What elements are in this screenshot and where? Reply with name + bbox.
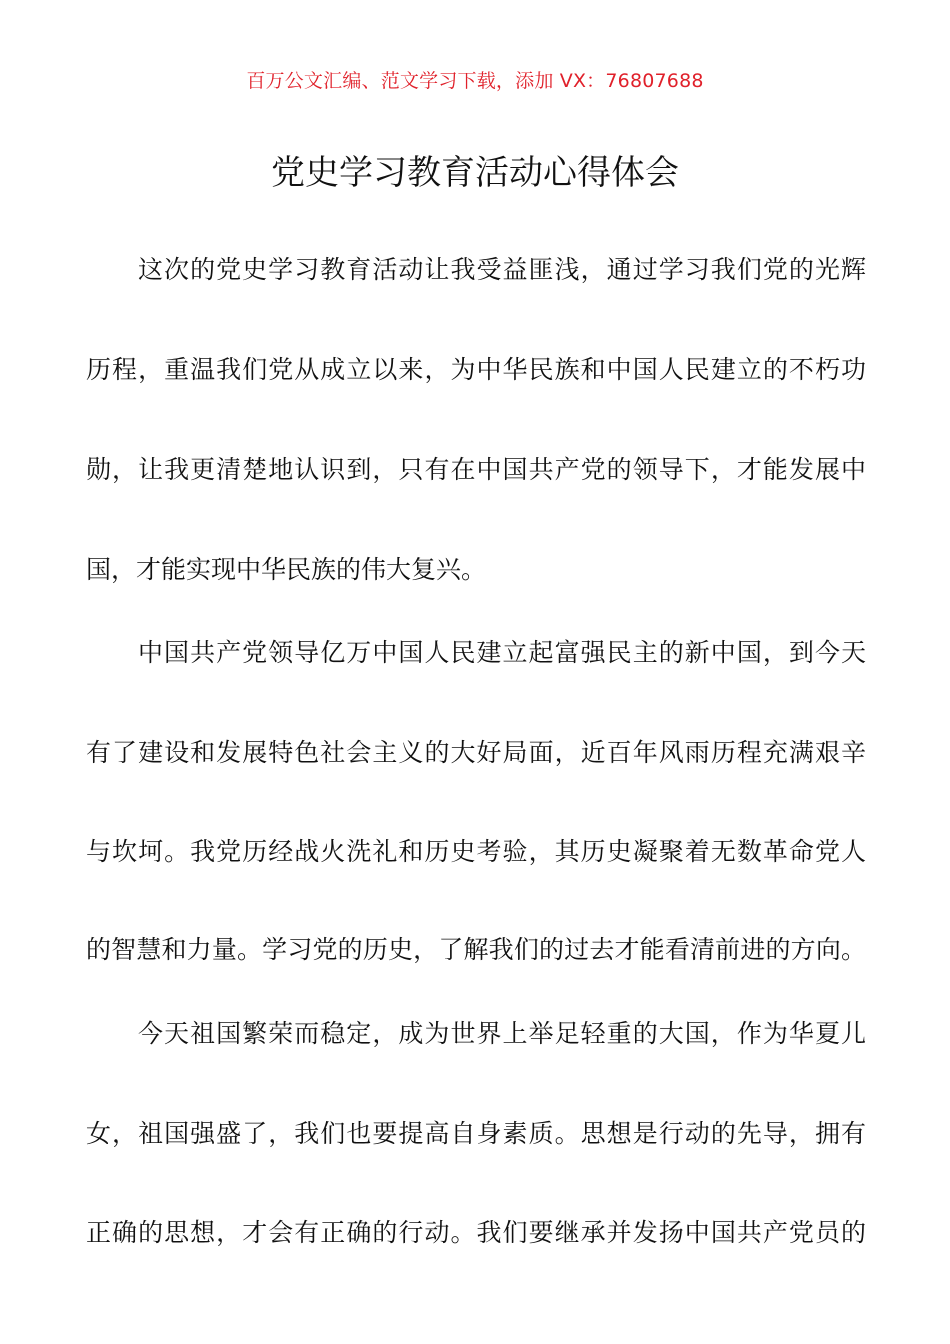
paragraph-line: 历程，重温我们党从成立以来，为中华民族和中国人民建立的不朽功 bbox=[86, 355, 866, 384]
paragraph-line: 今天祖国繁荣而稳定，成为世界上举足轻重的大国，作为华夏儿 bbox=[138, 1019, 866, 1048]
paragraph-line: 中国共产党领导亿万中国人民建立起富强民主的新中国，到今天 bbox=[138, 638, 866, 667]
paragraph-line: 这次的党史学习教育活动让我受益匪浅，通过学习我们党的光辉 bbox=[138, 255, 866, 284]
paragraph-line: 勋，让我更清楚地认识到，只有在中国共产党的领导下，才能发展中 bbox=[86, 455, 866, 484]
paragraph-line: 国，才能实现中华民族的伟大复兴。 bbox=[86, 555, 487, 584]
paragraph-line: 正确的思想，才会有正确的行动。我们要继承并发扬中国共产党员的 bbox=[86, 1218, 866, 1247]
paragraph-line: 女，祖国强盛了，我们也要提高自身素质。思想是行动的先导，拥有 bbox=[86, 1119, 866, 1148]
paragraph-line: 与坎坷。我党历经战火洗礼和历史考验，其历史凝聚着无数革命党人 bbox=[86, 837, 866, 866]
paragraph-line: 有了建设和发展特色社会主义的大好局面，近百年风雨历程充满艰辛 bbox=[86, 738, 866, 767]
header-promo-note: 百万公文汇编、范文学习下载，添加 VX：76807688 bbox=[246, 70, 704, 92]
document-title: 党史学习教育活动心得体会 bbox=[271, 153, 679, 193]
paragraph-line: 的智慧和力量。学习党的历史，了解我们的过去才能看清前进的方向。 bbox=[86, 935, 866, 964]
